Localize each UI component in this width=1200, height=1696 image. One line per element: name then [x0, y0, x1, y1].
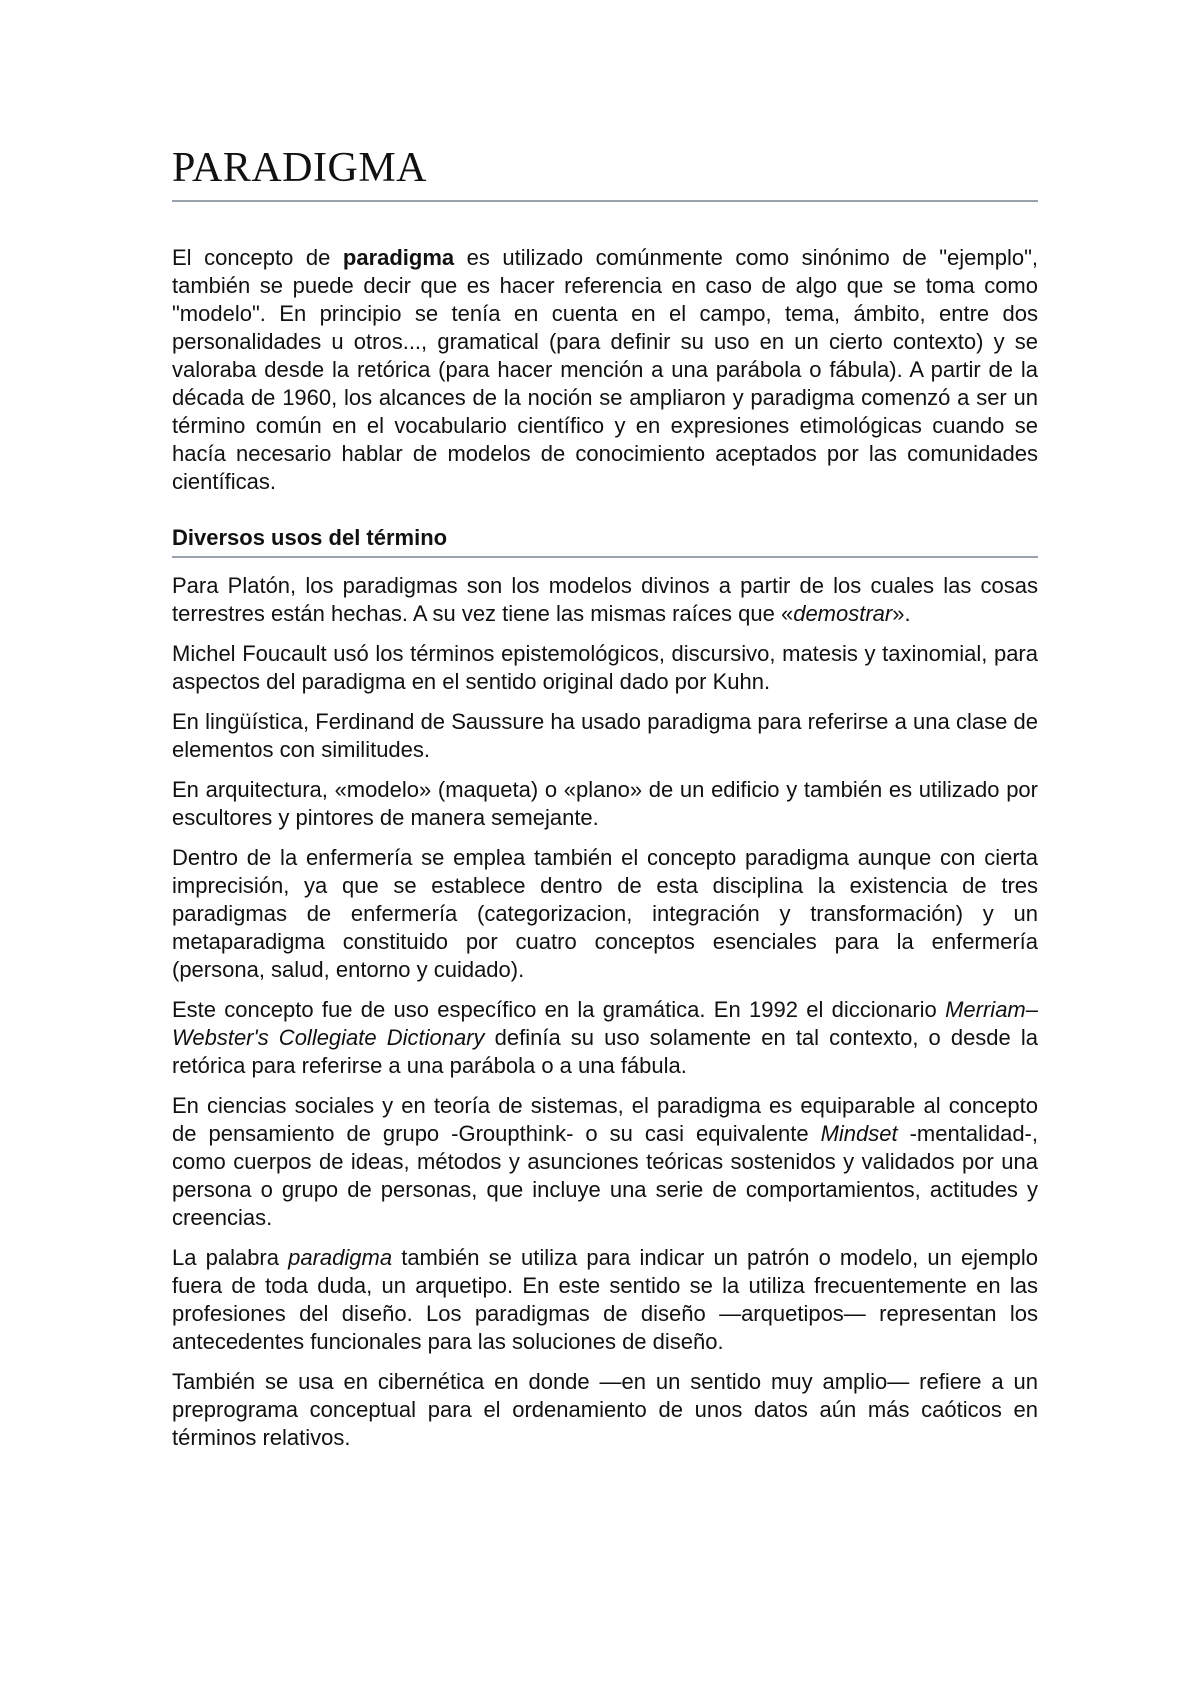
document-page: [172, 142, 1038, 1452]
section-paragraphs: [172, 572, 1038, 1452]
ciencias-text-a: En ciencias sociales y en teoría de sistemas, el paradigma es equiparable al concepto de pensamiento de grupo -Groupthink- o su casi equivalente: [172, 1093, 1038, 1146]
paragraph-arquitectura: En arquitectura, «modelo» (maqueta) o «plano» de un edificio y también es utilizado por escultores y pintores de manera semejante.: [172, 777, 1038, 830]
ciencias-text-b: -mentalidad-, como cuerpos de ideas, métodos y asunciones teóricas sostenidos y validados por una persona o grupo de personas, que incluye una serie de comportamientos, actitudes y creencias.: [172, 1121, 1038, 1230]
paragraph-gramatica: [172, 996, 1038, 1080]
platon-text-a: Para Platón, los paradigmas son los modelos divinos a partir de los cuales las cosas terrestres están hechas. A su vez tiene las mismas raíces que «: [172, 573, 1038, 626]
document-title: PARADIGMA: [172, 142, 1038, 202]
paragraph-platon: [172, 572, 1038, 628]
paragraph-linguistica: En lingüística, Ferdinand de Saussure ha usado paradigma para referirse a una clase de elementos con similitudes.: [172, 709, 1038, 762]
intro-text-rest: es utilizado comúnmente como sinónimo de "ejemplo", también se puede decir que es hacer referencia en caso de algo que se toma como "modelo". En principio se tenía en cuenta en el campo, tema, ámbito, entre dos personalidades u otros..., gramatical (para definir su uso en un cierto contexto) y se valoraba desde la retórica (para hacer mención a una parábola o fábula). A partir de la década de 1960, los alcances de la noción se ampliaron y paradigma comenzó a ser un término común en el vocabulario científico y en expresiones etimológicas cuando se hacía necesario hablar de modelos de conocimiento aceptados por las comunidades científicas.: [172, 245, 1038, 494]
intro-paragraph: [172, 244, 1038, 496]
palabra-text-b: también se utiliza para indicar un patrón o modelo, un ejemplo fuera de toda duda, un arquetipo. En este sentido se la utiliza frecuentemente en las profesiones del diseño. Los paradigmas de diseño —arquetipos— representan los antecedentes funcionales para las soluciones de diseño.: [172, 1245, 1038, 1354]
intro-text-start: El concepto de: [172, 245, 343, 270]
gramatica-text-a: Este concepto fue de uso específico en la gramática. En 1992 el diccionario: [172, 997, 946, 1022]
gramatica-italic: Merriam–Webster's Collegiate Dictionary: [172, 997, 1038, 1050]
platon-text-b: ».: [892, 601, 911, 626]
section-heading: Diversos usos del término: [172, 524, 1038, 558]
ciencias-italic: Mindset: [820, 1121, 898, 1146]
paragraph-ciencias: [172, 1092, 1038, 1232]
paragraph-cibernetica: También se usa en cibernética en donde —en un sentido muy amplio— refiere a un preprograma conceptual para el ordenamiento de unos datos aún más caóticos en términos relativos.: [172, 1369, 1038, 1450]
gramatica-text-b: definía su uso solamente en tal contexto, o desde la retórica para referirse a una parábola o a una fábula.: [172, 1025, 1038, 1078]
platon-italic: demostrar: [793, 601, 893, 626]
palabra-text-a: La palabra: [172, 1245, 289, 1270]
palabra-italic: paradigma: [288, 1245, 393, 1270]
paragraph-palabra: [172, 1244, 1038, 1356]
intro-bold-term: paradigma: [342, 245, 455, 270]
paragraph-foucault: Michel Foucault usó los términos epistemológicos, discursivo, matesis y taxinomial, para aspectos del paradigma en el sentido original dado por Kuhn.: [172, 641, 1038, 694]
paragraph-enfermeria: Dentro de la enfermería se emplea también el concepto paradigma aunque con cierta imprecisión, ya que se establece dentro de esta disciplina la existencia de tres paradigmas de enfermería (categorizacion, integración y transformación) y un metaparadigma constituido por cuatro conceptos esenciales para la enfermería (persona, salud, entorno y cuidado).: [172, 845, 1038, 982]
